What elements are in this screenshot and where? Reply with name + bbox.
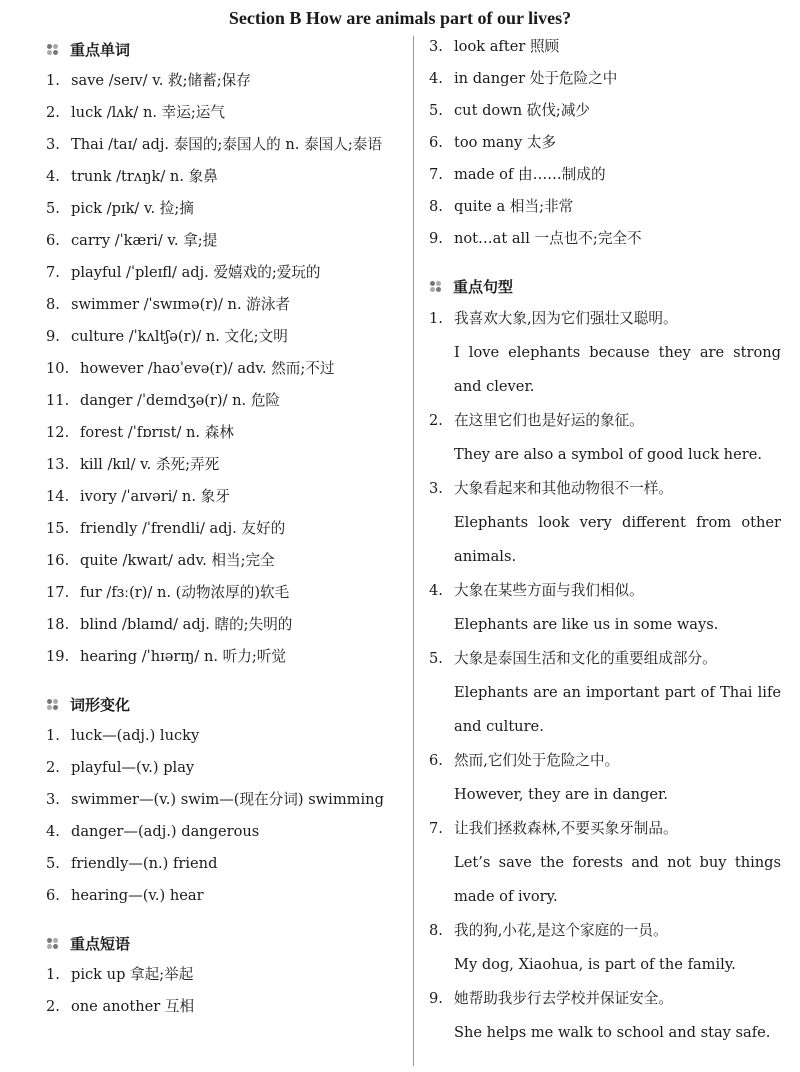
list-item <box>46 959 400 991</box>
list-item <box>46 321 400 353</box>
list-item <box>46 225 400 257</box>
item-number: 1. <box>46 727 60 744</box>
page-title: Section B How are animals part of our lives? <box>228 8 572 28</box>
list-item <box>46 129 400 161</box>
item-text: playful—(v.) play <box>71 759 195 776</box>
section-bullet-icon <box>429 280 447 294</box>
item-text: fur /fɜː(r)/ n. (动物浓厚的)软毛 <box>80 584 290 601</box>
sentence-item <box>429 404 781 472</box>
item-number: 7. <box>429 166 443 183</box>
item-number: 6. <box>429 752 443 769</box>
item-text: save /seɪv/ v. 救;储蓄;保存 <box>71 72 251 89</box>
list-item <box>429 95 781 127</box>
item-text: friendly—(n.) friend <box>71 855 218 872</box>
sentence-zh: 我喜欢大象,因为它们强壮又聪明。 <box>454 310 678 327</box>
list-item <box>46 720 400 752</box>
item-number: 8. <box>46 296 60 313</box>
item-text: swimmer /ˈswɪmə(r)/ n. 游泳者 <box>71 296 291 313</box>
item-text: pick /pɪk/ v. 捡;摘 <box>71 200 194 217</box>
item-text: friendly /ˈfrendli/ adj. 友好的 <box>80 520 286 537</box>
list-item <box>429 223 781 255</box>
item-number: 2. <box>46 104 60 121</box>
list-item <box>46 513 400 545</box>
item-text: trunk /trʌŋk/ n. 象鼻 <box>71 168 218 185</box>
list-item <box>46 385 400 417</box>
list-item <box>46 449 400 481</box>
item-number: 4. <box>46 823 60 840</box>
sentence-item <box>429 574 781 642</box>
item-text: Thai /taɪ/ adj. 泰国的;泰国人的 n. 泰国人;泰语 <box>71 136 382 153</box>
item-number: 3. <box>429 38 443 55</box>
section-bullet-icon <box>46 698 64 712</box>
sentence-item <box>429 744 781 812</box>
sentence-zh: 大象在某些方面与我们相似。 <box>454 582 644 599</box>
item-number: 7. <box>46 264 60 281</box>
list-item <box>429 191 781 223</box>
sentence-zh: 在这里它们也是好运的象征。 <box>454 412 644 429</box>
item-text: however /haʊˈevə(r)/ adv. 然而;不过 <box>80 360 335 377</box>
item-number: 15. <box>46 520 70 537</box>
item-text: blind /blaɪnd/ adj. 瞎的;失明的 <box>80 616 293 633</box>
item-text: danger—(adj.) dangerous <box>71 823 260 840</box>
list-item <box>46 481 400 513</box>
list-item <box>46 641 400 673</box>
item-number: 3. <box>429 480 443 497</box>
item-number: 2. <box>429 412 443 429</box>
wordforms-list <box>46 720 400 912</box>
sentence-en: My dog, Xiaohua, is part of the family. <box>454 956 736 973</box>
item-number: 5. <box>46 200 60 217</box>
item-number: 1. <box>46 72 60 89</box>
sentence-zh: 大象是泰国生活和文化的重要组成部分。 <box>454 650 717 667</box>
item-number: 3. <box>46 791 60 808</box>
sentence-en: She helps me walk to school and stay safe. <box>454 1024 771 1041</box>
item-text: forest /ˈfɒrɪst/ n. 森林 <box>80 424 234 441</box>
section-heading-vocab <box>46 34 400 65</box>
item-number: 4. <box>429 582 443 599</box>
item-text: in danger 处于危险之中 <box>454 70 618 87</box>
sentence-item <box>429 812 781 914</box>
item-text: swimmer—(v.) swim—(现在分词) swimming <box>71 791 384 808</box>
section-bullet-icon <box>46 937 64 951</box>
item-number: 2. <box>46 998 60 1015</box>
item-number: 2. <box>46 759 60 776</box>
item-number: 17. <box>46 584 70 601</box>
list-item <box>46 848 400 880</box>
item-text: quite a 相当;非常 <box>454 198 574 215</box>
item-number: 5. <box>429 650 443 667</box>
item-number: 9. <box>429 990 443 1007</box>
list-item <box>46 816 400 848</box>
item-number: 9. <box>429 230 443 247</box>
sentence-zh: 我的狗,小花,是这个家庭的一员。 <box>454 922 668 939</box>
sentence-en: However, they are in danger. <box>454 786 669 803</box>
item-text: hearing /ˈhɪərɪŋ/ n. 听力;听觉 <box>80 648 286 665</box>
list-item <box>46 289 400 321</box>
sentence-zh: 让我们拯救森林,不要买象牙制品。 <box>454 820 678 837</box>
item-text: look after 照顾 <box>454 38 560 55</box>
sentence-en: They are also a symbol of good luck here. <box>454 446 762 463</box>
item-number: 8. <box>429 198 443 215</box>
list-item <box>46 784 400 816</box>
section-title: 词形变化 <box>70 696 131 714</box>
list-item <box>46 545 400 577</box>
sentence-en: I love elephants because they are strong and clever. <box>454 344 781 395</box>
phrases-list-part2 <box>429 31 781 255</box>
item-text: hearing—(v.) hear <box>71 887 204 904</box>
item-text: quite /kwaɪt/ adv. 相当;完全 <box>80 552 275 569</box>
item-number: 6. <box>46 887 60 904</box>
phrases-list-part1 <box>46 959 400 1023</box>
list-item <box>46 609 400 641</box>
item-text: cut down 砍伐;减少 <box>454 102 591 119</box>
item-number: 12. <box>46 424 70 441</box>
item-text: pick up 拿起;举起 <box>71 966 194 983</box>
sentence-item <box>429 982 781 1050</box>
item-number: 8. <box>429 922 443 939</box>
item-number: 3. <box>46 136 60 153</box>
sentences-list <box>429 302 781 1050</box>
list-item <box>46 161 400 193</box>
item-number: 14. <box>46 488 70 505</box>
item-text: not…at all 一点也不;完全不 <box>454 230 642 247</box>
item-text: culture /ˈkʌltʃə(r)/ n. 文化;文明 <box>71 328 288 345</box>
item-number: 7. <box>429 820 443 837</box>
list-item <box>46 65 400 97</box>
item-text: too many 太多 <box>454 134 557 151</box>
item-text: danger /ˈdeɪndʒə(r)/ n. 危险 <box>80 392 281 409</box>
item-number: 1. <box>429 310 443 327</box>
item-number: 10. <box>46 360 70 377</box>
list-item <box>46 880 400 912</box>
sentence-en: Let’s save the forests and not buy things made of ivory. <box>454 854 781 905</box>
sentence-zh: 她帮助我步行去学校并保证安全。 <box>454 990 673 1007</box>
list-item <box>46 257 400 289</box>
list-item <box>429 159 781 191</box>
item-text: kill /kɪl/ v. 杀死;弄死 <box>80 456 220 473</box>
list-item <box>46 97 400 129</box>
item-number: 11. <box>46 392 70 409</box>
sentence-item <box>429 472 781 574</box>
sentence-zh: 然而,它们处于危险之中。 <box>454 752 620 769</box>
section-heading-wordforms <box>46 689 400 720</box>
item-text: carry /ˈkæri/ v. 拿;提 <box>71 232 218 249</box>
section-heading-phrases <box>46 928 400 959</box>
item-number: 4. <box>46 168 60 185</box>
sentence-zh: 大象看起来和其他动物很不一样。 <box>454 480 673 497</box>
item-number: 6. <box>429 134 443 151</box>
item-text: one another 互相 <box>71 998 195 1015</box>
list-item <box>46 417 400 449</box>
sentence-item <box>429 302 781 404</box>
list-item <box>46 577 400 609</box>
item-number: 18. <box>46 616 70 633</box>
section-title: 重点短语 <box>70 935 131 953</box>
item-number: 19. <box>46 648 70 665</box>
item-number: 9. <box>46 328 60 345</box>
item-text: luck—(adj.) lucky <box>71 727 200 744</box>
item-text: luck /lʌk/ n. 幸运;运气 <box>71 104 225 121</box>
right-column <box>429 34 781 1050</box>
item-number: 13. <box>46 456 70 473</box>
list-item <box>46 353 400 385</box>
vocab-list <box>46 65 400 673</box>
sentence-item <box>429 642 781 744</box>
item-text: made of 由……制成的 <box>454 166 606 183</box>
section-title: 重点句型 <box>453 278 514 296</box>
sentence-en: Elephants are an important part of Thai life and culture. <box>454 684 781 735</box>
sentence-item <box>429 914 781 982</box>
item-number: 4. <box>429 70 443 87</box>
item-text: ivory /ˈaɪvəri/ n. 象牙 <box>80 488 230 505</box>
item-number: 1. <box>46 966 60 983</box>
list-item <box>429 127 781 159</box>
item-number: 16. <box>46 552 70 569</box>
list-item <box>46 752 400 784</box>
list-item <box>46 193 400 225</box>
sentence-en: Elephants look very different from other animals. <box>454 514 781 565</box>
item-number: 5. <box>46 855 60 872</box>
list-item <box>429 31 781 63</box>
item-number: 6. <box>46 232 60 249</box>
list-item <box>46 991 400 1023</box>
item-text: playful /ˈpleɪfl/ adj. 爱嬉戏的;爱玩的 <box>71 264 321 281</box>
column-divider <box>413 36 414 1066</box>
section-heading-sentences <box>429 271 781 302</box>
section-title: 重点单词 <box>70 41 131 59</box>
left-column <box>46 34 400 1023</box>
item-number: 5. <box>429 102 443 119</box>
section-bullet-icon <box>46 43 64 57</box>
sentence-en: Elephants are like us in some ways. <box>454 616 719 633</box>
list-item <box>429 63 781 95</box>
